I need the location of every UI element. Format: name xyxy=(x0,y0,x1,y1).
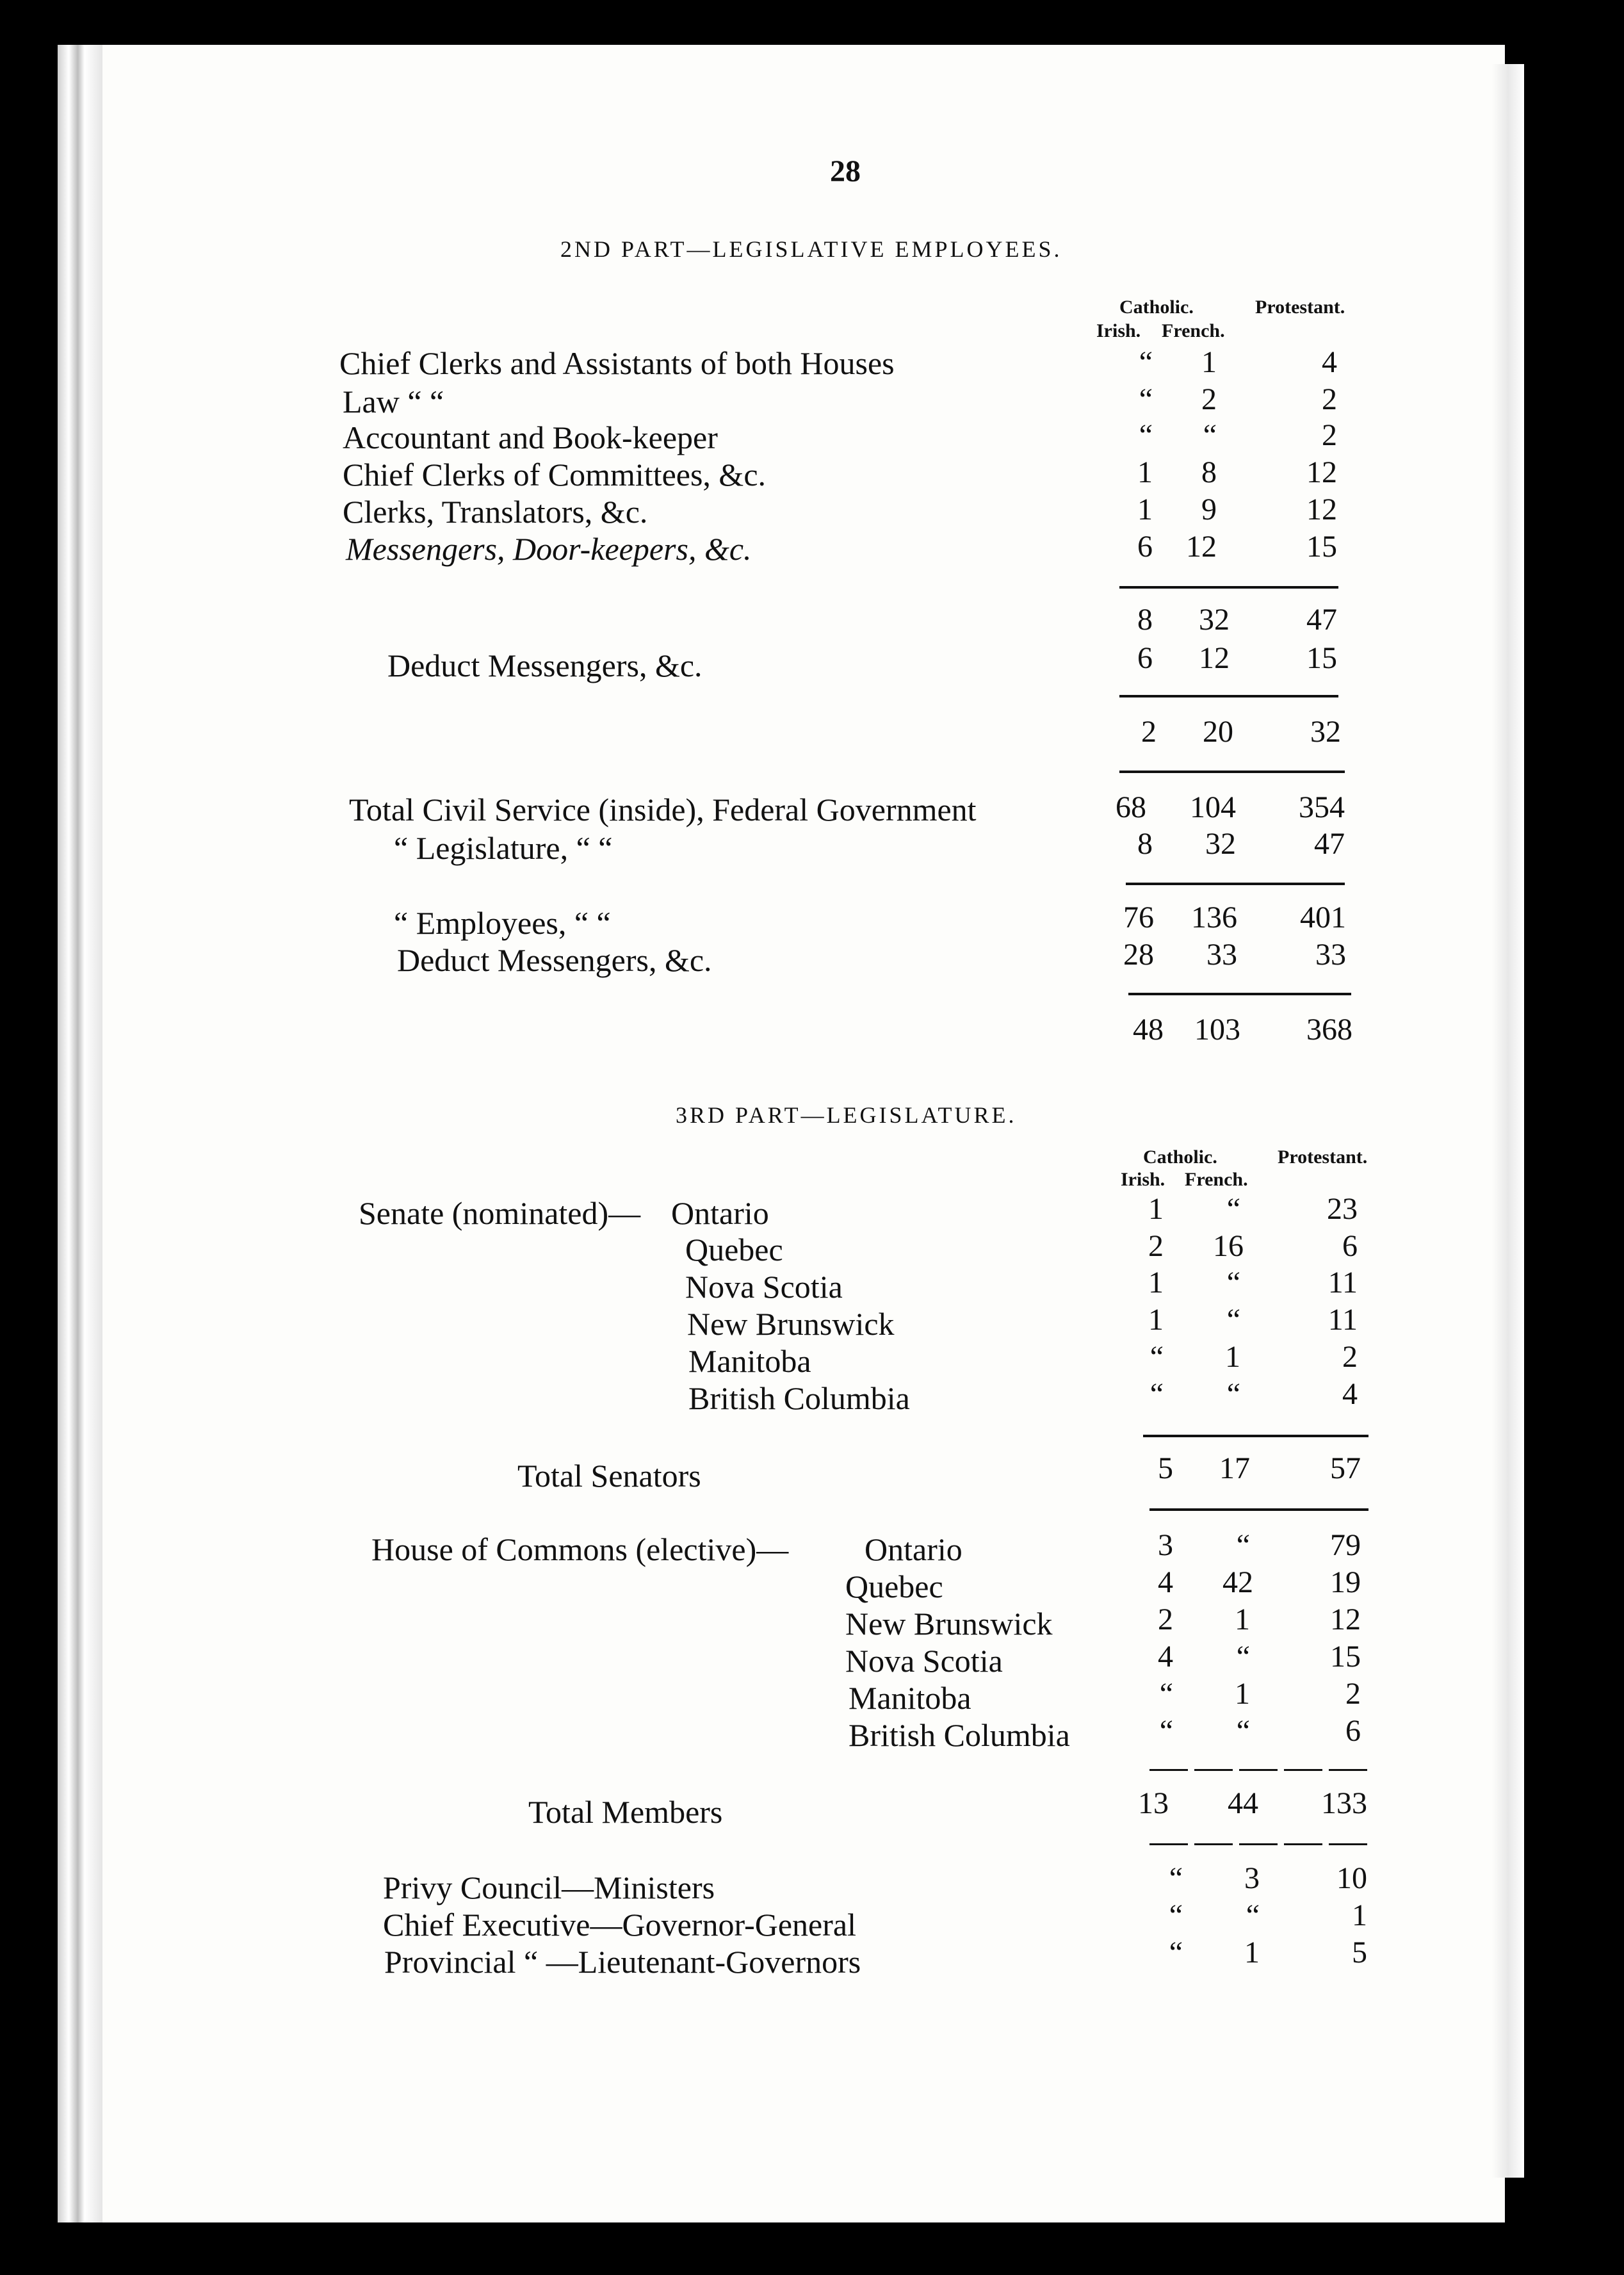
commons-prov: Ontario xyxy=(865,1531,962,1567)
commons-prov: British Columbia xyxy=(849,1717,1070,1753)
other-prot: 5 xyxy=(1352,1936,1367,1969)
senate-french: 1 xyxy=(1225,1340,1240,1374)
s2-total-fed-prot: 354 xyxy=(1299,790,1345,824)
total-senators-label: Total Senators xyxy=(517,1458,701,1494)
s2-row-irish: “ xyxy=(1139,418,1153,452)
total-members-label: Total Members xyxy=(528,1794,723,1830)
senate-prot: 4 xyxy=(1342,1377,1358,1411)
commons-irish: “ xyxy=(1159,1677,1173,1711)
rule xyxy=(1149,1769,1374,1771)
s2-row-label: Accountant and Book-keeper xyxy=(343,420,718,455)
commons-french: 42 xyxy=(1222,1565,1253,1599)
s2-col-french: French. xyxy=(1162,320,1225,341)
s2-row-irish: 6 xyxy=(1137,530,1153,564)
senate-french: “ xyxy=(1226,1377,1240,1411)
senate-irish: “ xyxy=(1149,1377,1164,1411)
senate-prov: Quebec xyxy=(685,1232,783,1268)
s2-grand-french: 103 xyxy=(1194,1013,1240,1047)
commons-irish: 3 xyxy=(1158,1528,1173,1562)
rule xyxy=(1119,695,1338,697)
s2-row-label: Chief Clerks and Assistants of both Houses xyxy=(339,345,895,381)
commons-french: “ xyxy=(1236,1528,1250,1562)
s2-total-leg-label: “ Legislature, “ “ xyxy=(394,830,613,866)
section3-title: 3RD PART—LEGISLATURE. xyxy=(676,1102,1017,1128)
page-number: 28 xyxy=(830,154,861,188)
s2-deduct2-french: 33 xyxy=(1206,938,1237,972)
s2-net-french: 20 xyxy=(1203,715,1233,749)
other-label: Provincial “ —Lieutenant-Governors xyxy=(384,1944,861,1980)
senate-prot: 6 xyxy=(1342,1229,1358,1263)
senate-irish: 1 xyxy=(1148,1266,1164,1300)
commons-prot: 12 xyxy=(1330,1602,1361,1636)
senate-irish: 2 xyxy=(1148,1229,1164,1263)
s2-row-irish: “ xyxy=(1139,382,1153,416)
commons-irish: 2 xyxy=(1158,1602,1173,1636)
s2-row-prot: 12 xyxy=(1306,455,1337,489)
s2-row-irish: 1 xyxy=(1137,455,1153,489)
s2-total-leg-irish: 8 xyxy=(1137,827,1153,861)
senate-label: Senate (nominated)— xyxy=(359,1195,641,1231)
s2-row-french: “ xyxy=(1203,418,1217,452)
s2-row-prot: 2 xyxy=(1322,382,1337,416)
s3-col-french: French. xyxy=(1185,1169,1248,1190)
s2-row-label: Clerks, Translators, &c. xyxy=(343,494,648,530)
s2-subtotal-prot: 47 xyxy=(1306,603,1337,637)
senate-prov: British Columbia xyxy=(688,1380,910,1416)
s2-col-protestant: Protestant. xyxy=(1255,297,1345,318)
senate-prov: Ontario xyxy=(671,1195,769,1231)
commons-french: “ xyxy=(1236,1640,1250,1674)
s2-deduct-irish: 6 xyxy=(1137,641,1153,675)
other-french: 3 xyxy=(1244,1861,1260,1895)
commons-prov: Manitoba xyxy=(849,1680,971,1716)
page-edge-left xyxy=(58,45,102,2222)
s2-row-label: Chief Clerks of Committees, &c. xyxy=(343,457,767,493)
s2-row-french: 9 xyxy=(1201,493,1217,526)
senate-prot: 11 xyxy=(1328,1266,1358,1300)
commons-prot: 6 xyxy=(1345,1714,1361,1748)
s2-net-irish: 2 xyxy=(1141,715,1157,749)
rule xyxy=(1149,1508,1368,1511)
s2-total-leg-prot: 47 xyxy=(1314,827,1345,861)
commons-french: 1 xyxy=(1235,1602,1250,1636)
senate-french: “ xyxy=(1226,1266,1240,1300)
commons-irish: “ xyxy=(1159,1714,1173,1748)
commons-prot: 19 xyxy=(1330,1565,1361,1599)
s2-row-irish: “ xyxy=(1139,345,1153,379)
commons-prov: Quebec xyxy=(845,1569,943,1604)
s2-deduct-label: Deduct Messengers, &c. xyxy=(387,648,702,683)
s2-row-label: Law “ “ xyxy=(343,384,444,420)
s2-row-label: Messengers, Door-keepers, &c. xyxy=(346,531,752,567)
s2-net-prot: 32 xyxy=(1310,715,1341,749)
section2-title: 2ND PART—LEGISLATIVE EMPLOYEES. xyxy=(560,236,1062,262)
total-senators-french: 17 xyxy=(1219,1451,1250,1485)
senate-prot: 23 xyxy=(1327,1192,1358,1226)
other-irish: “ xyxy=(1169,1936,1183,1969)
s3-col-catholic: Catholic. xyxy=(1143,1146,1217,1168)
s2-col-catholic: Catholic. xyxy=(1119,297,1194,318)
s2-col-irish: Irish. xyxy=(1096,320,1141,341)
senate-prov: Nova Scotia xyxy=(685,1269,843,1305)
other-french: 1 xyxy=(1244,1936,1260,1969)
commons-prot: 15 xyxy=(1330,1640,1361,1674)
s2-employees-french: 136 xyxy=(1191,901,1237,934)
rule xyxy=(1119,586,1338,589)
other-french: “ xyxy=(1246,1898,1260,1932)
s2-employees-prot: 401 xyxy=(1300,901,1346,934)
senate-french: 16 xyxy=(1213,1229,1244,1263)
other-prot: 1 xyxy=(1352,1898,1367,1932)
commons-label: House of Commons (elective)— xyxy=(371,1531,789,1567)
s2-row-french: 8 xyxy=(1201,455,1217,489)
other-irish: “ xyxy=(1169,1898,1183,1932)
commons-prov: Nova Scotia xyxy=(845,1643,1003,1679)
s2-row-prot: 2 xyxy=(1322,418,1337,452)
s2-row-french: 12 xyxy=(1186,530,1217,564)
s2-total-fed-french: 104 xyxy=(1190,790,1236,824)
senate-french: “ xyxy=(1226,1192,1240,1226)
rule xyxy=(1126,883,1345,885)
s2-deduct-french: 12 xyxy=(1199,641,1230,675)
senate-prot: 2 xyxy=(1342,1340,1358,1374)
s3-col-protestant: Protestant. xyxy=(1278,1146,1368,1168)
total-senators-prot: 57 xyxy=(1330,1451,1361,1485)
commons-prot: 2 xyxy=(1345,1677,1361,1711)
senate-prov: Manitoba xyxy=(688,1343,811,1379)
s2-employees-label: “ Employees, “ “ xyxy=(394,905,611,941)
page-edge-right xyxy=(1492,64,1524,2178)
s2-deduct2-label: Deduct Messengers, &c. xyxy=(397,942,712,978)
senate-irish: 1 xyxy=(1148,1192,1164,1226)
commons-prov: New Brunswick xyxy=(845,1606,1053,1642)
total-senators-irish: 5 xyxy=(1158,1451,1173,1485)
commons-french: 1 xyxy=(1235,1677,1250,1711)
senate-french: “ xyxy=(1226,1303,1240,1337)
s2-row-french: 2 xyxy=(1201,382,1217,416)
rule xyxy=(1128,993,1351,995)
commons-prot: 79 xyxy=(1330,1528,1361,1562)
s2-row-irish: 1 xyxy=(1137,493,1153,526)
rule xyxy=(1143,1435,1368,1437)
s2-employees-irish: 76 xyxy=(1123,901,1154,934)
total-members-french: 44 xyxy=(1228,1786,1258,1820)
senate-irish: “ xyxy=(1149,1340,1164,1374)
total-members-prot: 133 xyxy=(1321,1786,1367,1820)
other-prot: 10 xyxy=(1336,1861,1367,1895)
s2-row-prot: 15 xyxy=(1306,530,1337,564)
s2-grand-irish: 48 xyxy=(1133,1013,1164,1047)
commons-irish: 4 xyxy=(1158,1565,1173,1599)
rule xyxy=(1119,771,1345,773)
s2-total-fed-irish: 68 xyxy=(1116,790,1146,824)
other-label: Privy Council—Ministers xyxy=(383,1870,715,1905)
s2-deduct2-irish: 28 xyxy=(1123,938,1154,972)
senate-prov: New Brunswick xyxy=(687,1306,895,1342)
s2-grand-prot: 368 xyxy=(1306,1013,1352,1047)
other-label: Chief Executive—Governor-General xyxy=(383,1907,856,1943)
other-irish: “ xyxy=(1169,1861,1183,1895)
senate-prot: 11 xyxy=(1328,1303,1358,1337)
commons-irish: 4 xyxy=(1158,1640,1173,1674)
total-members-irish: 13 xyxy=(1138,1786,1169,1820)
rule xyxy=(1149,1843,1374,1845)
s2-total-leg-french: 32 xyxy=(1205,827,1236,861)
s2-total-fed-label: Total Civil Service (inside), Federal Government xyxy=(349,792,977,828)
s2-deduct2-prot: 33 xyxy=(1315,938,1346,972)
commons-french: “ xyxy=(1236,1714,1250,1748)
s2-subtotal-french: 32 xyxy=(1199,603,1230,637)
s2-row-prot: 4 xyxy=(1322,345,1337,379)
s3-col-irish: Irish. xyxy=(1121,1169,1165,1190)
s2-row-prot: 12 xyxy=(1306,493,1337,526)
s2-deduct-prot: 15 xyxy=(1306,641,1337,675)
s2-subtotal-irish: 8 xyxy=(1137,603,1153,637)
s2-row-french: 1 xyxy=(1201,345,1217,379)
senate-irish: 1 xyxy=(1148,1303,1164,1337)
